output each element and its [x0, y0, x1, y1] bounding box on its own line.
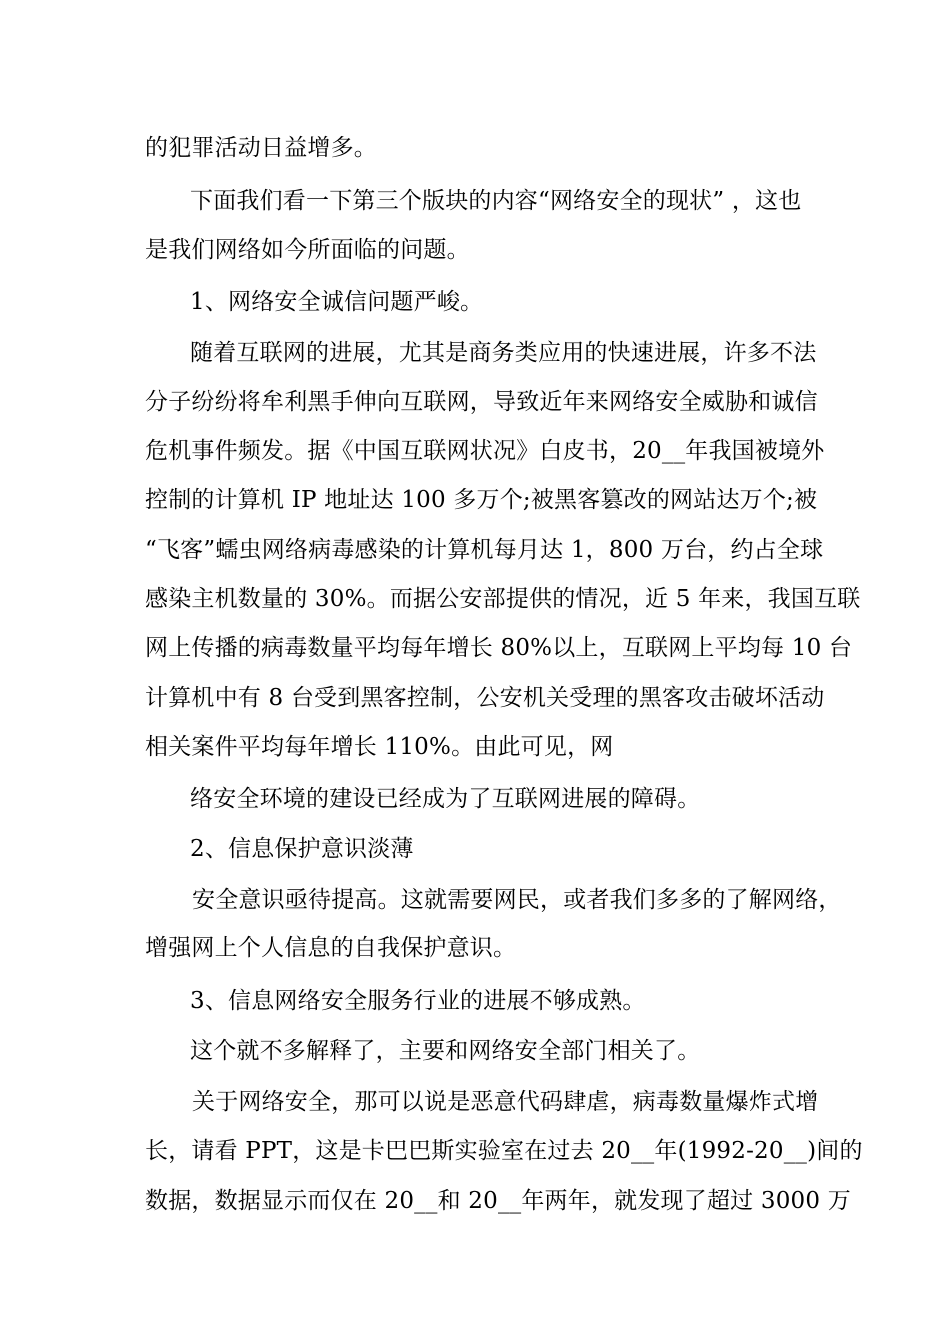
text-line: 相关案件平均每年增长 110%。由此可见，网 [145, 734, 614, 760]
text-line: 数据，数据显示而仅在 20__和 20__年两年，就发现了超过 3000 万 [145, 1188, 851, 1214]
text-line: 随着互联网的进展，尤其是商务类应用的快速进展，许多不法 [190, 340, 817, 366]
text-line: 下面我们看一下第三个版块的内容“网络安全的现状” ，这也 [190, 188, 802, 214]
text-line: 分子纷纷将牟利黑手伸向互联网，导致近年来网络安全威胁和诚信 [145, 389, 818, 415]
text-line: 1、网络安全诚信问题严峻。 [190, 289, 484, 315]
text-line: 络安全环境的建设已经成为了互联网进展的障碍。 [190, 786, 701, 812]
text-line: 网上传播的病毒数量平均每年增长 80%以上，互联网上平均每 10 台 [145, 635, 853, 661]
text-line: 控制的计算机 IP 地址达 100 多万个;被黑客篡改的网站达万个;被 [145, 487, 818, 513]
text-line: 关于网络安全，那可以说是恶意代码肆虐，病毒数量爆炸式增 [192, 1089, 819, 1115]
text-line: 是我们网络如今所面临的问题。 [145, 237, 470, 263]
text-line: 增强网上个人信息的自我保护意识。 [145, 935, 517, 961]
text-line: 3、信息网络安全服务行业的进展不够成熟。 [190, 988, 646, 1014]
text-line: “飞客”蠕虫网络病毒感染的计算机每月达 1，800 万台，约占全球 [145, 537, 824, 563]
text-line: 这个就不多解释了，主要和网络安全部门相关了。 [190, 1038, 701, 1064]
text-line: 计算机中有 8 台受到黑客控制，公安机关受理的黑客攻击破坏活动 [145, 685, 825, 711]
text-line: 2、信息保护意识淡薄 [190, 836, 414, 862]
text-line: 长，请看 PPT，这是卡巴巴斯实验室在过去 20__年(1992-20__)间的 [145, 1138, 863, 1164]
text-line: 感染主机数量的 30%。而据公安部提供的情况，近 5 年来，我国互联 [145, 586, 861, 612]
text-line: 危机事件频发。据《中国互联网状况》白皮书，20__年我国被境外 [145, 438, 825, 464]
text-line: 的犯罪活动日益增多。 [145, 135, 377, 161]
text-line: 安全意识亟待提高。这就需要网民，或者我们多多的了解网络， [192, 887, 842, 913]
